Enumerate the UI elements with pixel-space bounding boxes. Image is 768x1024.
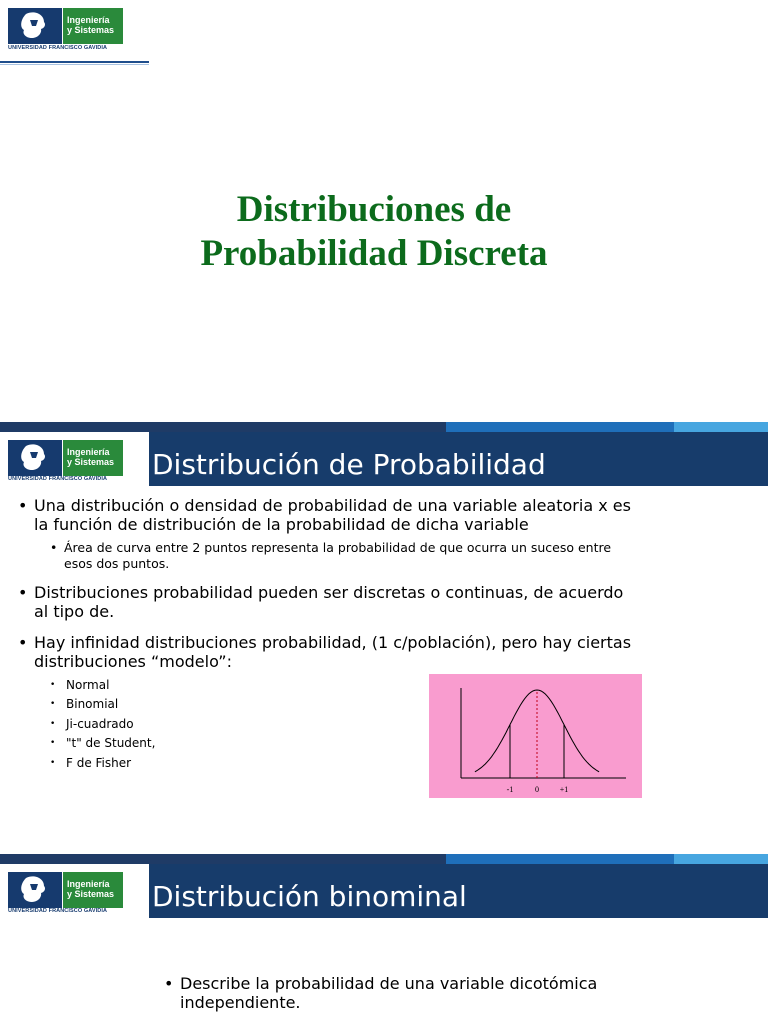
university-logo <box>0 0 149 62</box>
model-item: • Ji-cuadrado <box>50 716 134 732</box>
university-name: UNIVERSIDAD FRANCISCO GAVIDIA <box>8 908 108 914</box>
brand-line2: y Sistemas <box>67 457 115 467</box>
normal-curve <box>475 690 599 772</box>
x-tick-label: 0 <box>535 785 539 794</box>
bullet-definition: • Una distribución o densidad de probabilidad de una variable aleatoria x es la función de distribución de la probabilidad de dicha variable <box>14 496 634 534</box>
brand-line1: Ingeniería <box>67 447 110 457</box>
bullet-binomial: • Describe la probabilidad de una variable dicotómica independiente. <box>160 974 600 1012</box>
brand-label <box>63 8 123 44</box>
logo-rule-light <box>0 64 149 65</box>
university-name: UNIVERSIDAD FRANCISCO GAVIDIA <box>8 45 108 51</box>
top-accent-bar <box>0 422 768 432</box>
slide-title <box>0 0 768 420</box>
slide-binomial <box>0 854 768 1024</box>
crest-icon <box>8 872 62 908</box>
slide-title-text <box>0 188 748 276</box>
model-item: • F de Fisher <box>50 755 131 771</box>
model-item: • Binomial <box>50 696 118 712</box>
bullet-models: • Hay infinidad distribuciones probabilidad, (1 c/población), pero hay ciertas distribuciones “modelo”: <box>14 633 634 671</box>
x-tick-label: -1 <box>506 785 514 794</box>
university-name: UNIVERSIDAD FRANCISCO GAVIDIA <box>8 476 108 482</box>
title-line2: Probabilidad Discreta <box>200 233 548 274</box>
slide-distribution <box>0 422 768 838</box>
crest-icon <box>8 8 62 44</box>
sub-bullet-area: • Área de curva entre 2 puntos representa la probabilidad de que ocurra un suceso entre esos dos puntos. <box>50 540 640 572</box>
brand-line2: y Sistemas <box>67 25 115 35</box>
brand-line2: y Sistemas <box>67 889 115 899</box>
brand-line1: Ingeniería <box>67 15 110 25</box>
bullet-types: • Distribuciones probabilidad pueden ser discretas o continuas, de acuerdo al tipo de. <box>14 583 634 621</box>
crest-icon <box>8 440 62 476</box>
slide-header <box>0 864 768 918</box>
normal-curve-chart <box>429 674 642 798</box>
model-item: • "t" de Student, <box>50 735 155 751</box>
slide-header <box>0 432 768 486</box>
university-logo <box>0 864 149 918</box>
model-item: • Normal <box>50 677 109 693</box>
brand-line1: Ingeniería <box>67 879 110 889</box>
top-accent-bar <box>0 854 768 864</box>
slide-heading: Distribución binominal <box>152 880 467 913</box>
x-tick-label: +1 <box>559 785 569 794</box>
brand-label <box>63 872 123 908</box>
logo-rule <box>0 61 149 63</box>
brand-label <box>63 440 123 476</box>
slide-heading: Distribución de Probabilidad <box>152 448 546 481</box>
university-logo <box>0 432 149 486</box>
title-line1: Distribuciones de <box>236 189 512 230</box>
